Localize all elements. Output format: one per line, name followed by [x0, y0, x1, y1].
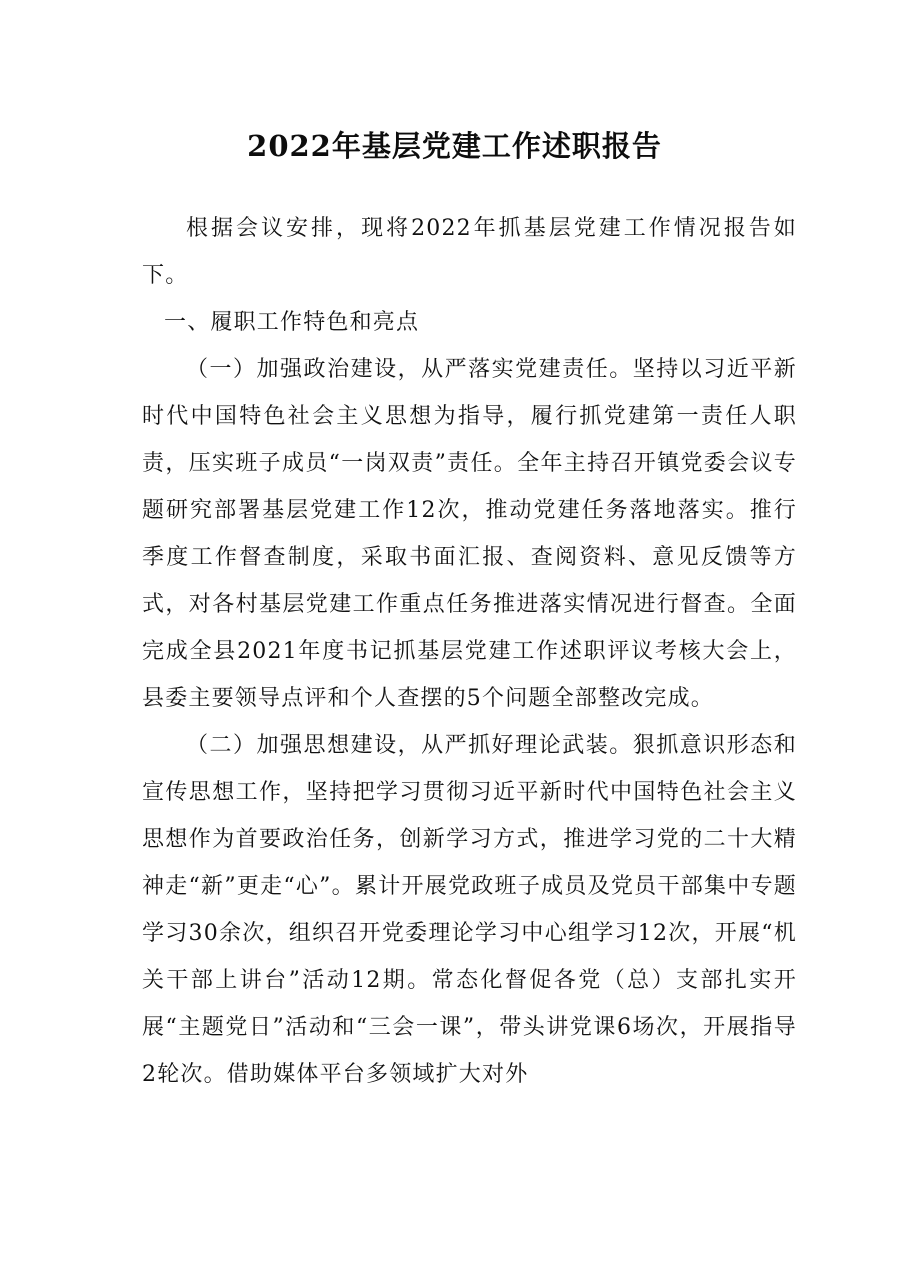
paragraph-ideological-building: （二）加强思想建设，从严抓好理论武装。狠抓意识形态和宣传思想工作，坚持把学习贯彻习近平新时代中国特色社会主义思想作为首要政治任务，创新学习方式，推进学习党的二十大精神走“新”更走“心”。累计开展党政班子成员及党员干部集中专题学习30余次，组织召开党委理论学习中心组学习12次，开展“机关干部上讲台”活动12期。常态化督促各党（总）支部扎实开展“主题党日”活动和“三会一课”，带头讲党课6场次，开展指导2轮次。借助媒体平台多领域扩大对外 [142, 733, 797, 1087]
intro-paragraph: 根据会议安排，现将2022年抓基层党建工作情况报告如下。 [142, 216, 797, 288]
document-body [142, 205, 797, 1098]
document-title: 2022年基层党建工作述职报告 [247, 129, 662, 163]
paragraph-political-building: （一）加强政治建设，从严落实党建责任。坚持以习近平新时代中国特色社会主义思想为指导，履行抓党建第一责任人职责，压实班子成员“一岗双责”责任。全年主持召开镇党委会议专题研究部署基层党建工作12次，推动党建任务落地落实。推行季度工作督查制度，采取书面汇报、查阅资料、意见反馈等方式，对各村基层党建工作重点任务推进落实情况进行督查。全面完成全县2021年度书记抓基层党建工作述职评议考核大会上，县委主要领导点评和个人查摆的5个问题全部整改完成。 [142, 357, 797, 711]
section-heading: 一、履职工作特色和亮点 [164, 310, 420, 335]
